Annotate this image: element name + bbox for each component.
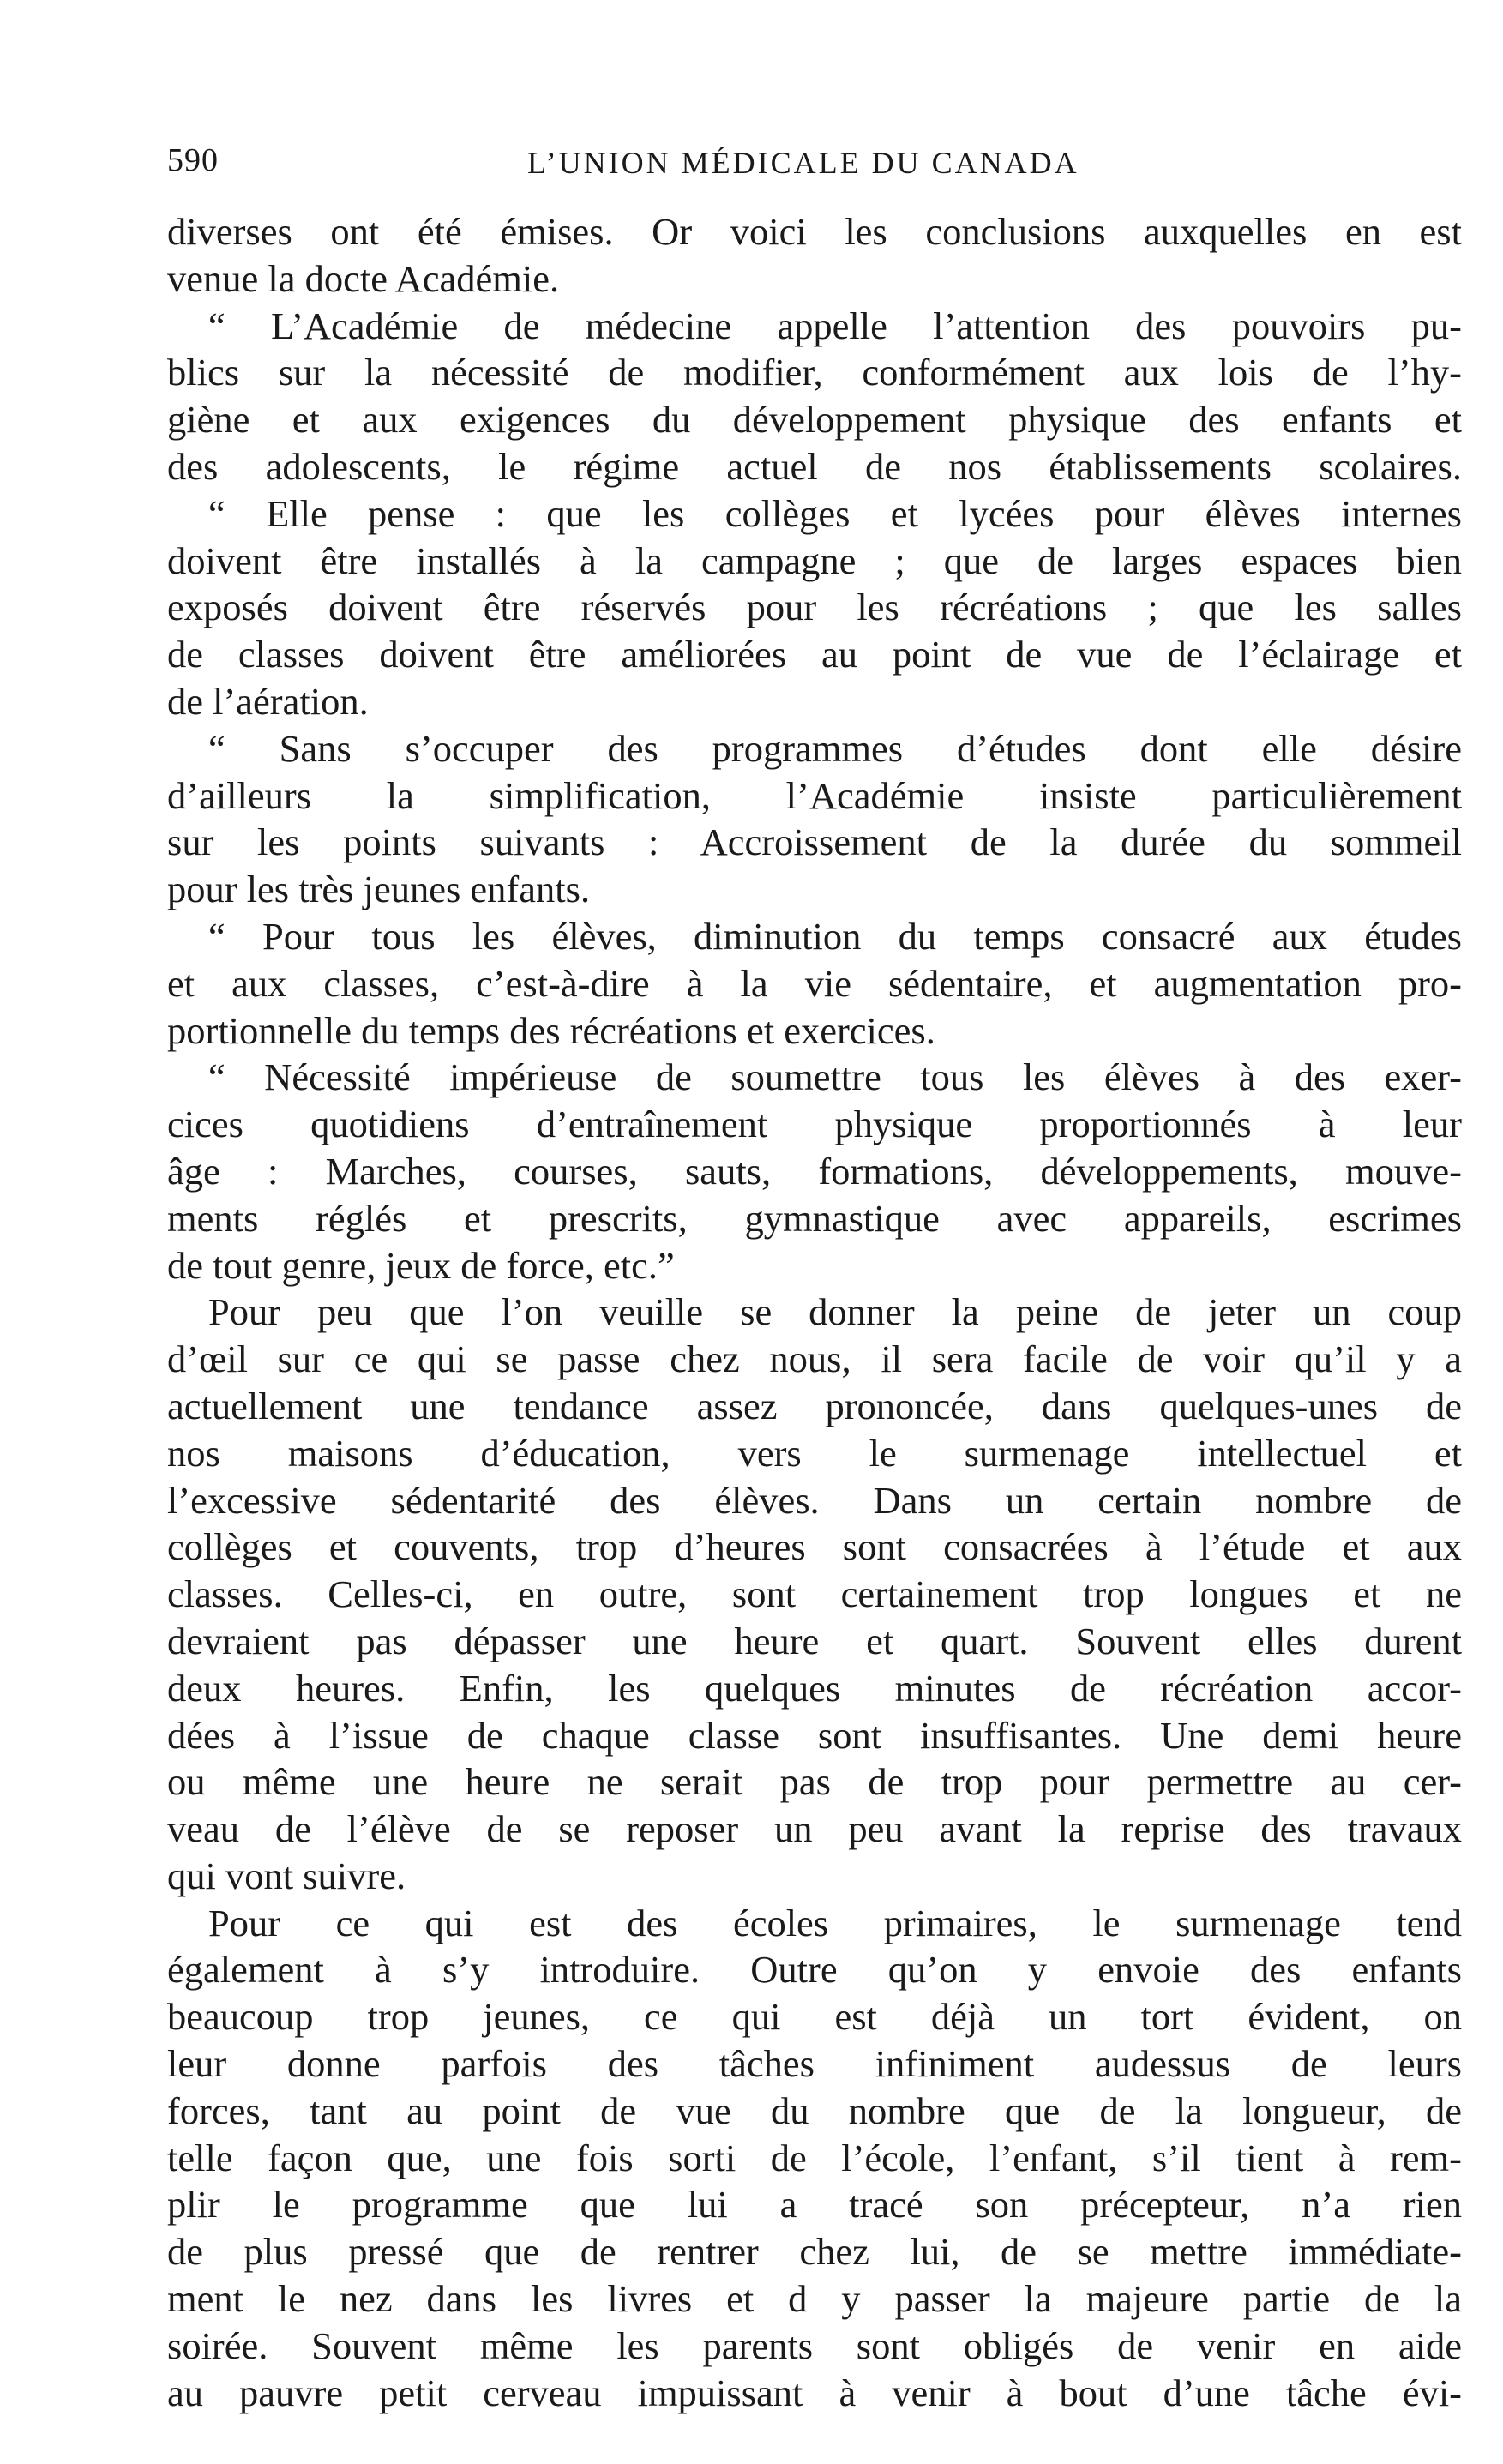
text-line: d’ailleurs la simplification, l’Académie insiste particulièrement [167, 773, 1462, 817]
running-title: L’UNION MÉDICALE DU CANADA [527, 146, 1079, 180]
text-line: cices quotidiens d’entraînement physique proportionnés à leur [167, 1103, 1462, 1146]
text-line: blics sur la nécessité de modifier, conformément aux lois de l’hy- [167, 351, 1462, 394]
text-line: l’excessive sédentarité des élèves. Dans un certain nombre de [167, 1478, 1462, 1522]
text-line: forces, tant au point de vue du nombre que de la longueur, de [167, 2088, 1462, 2132]
text-line: ou même une heure ne serait pas de trop pour permettre au cer- [167, 1760, 1462, 1804]
text-line: soirée. Souvent même les parents sont obligés de venir en aide [167, 2323, 1462, 2367]
document-page [167, 141, 1462, 2416]
text-line: giène et aux exigences du développement physique des enfants et [167, 398, 1462, 442]
text-line: également à s’y introduire. Outre qu’on y envoie des enfants [167, 1948, 1462, 1992]
text-line: devraient pas dépasser une heure et quart. Souvent elles durent [167, 1619, 1462, 1662]
page-number: 590 [167, 142, 219, 178]
text-line: “ Pour tous les élèves, diminution du temps consacré aux études [208, 914, 1462, 958]
text-line: de l’aération. [167, 679, 369, 723]
text-line: classes. Celles-ci, en outre, sont certainement trop longues et ne [167, 1572, 1462, 1616]
body-text [167, 208, 1462, 2416]
text-line: pour les très jeunes enfants. [167, 868, 591, 911]
text-line: collèges et couvents, trop d’heures sont consacrées à l’étude et aux [167, 1525, 1462, 1569]
text-line: leur donne parfois des tâches infiniment audessus de leurs [167, 2042, 1462, 2086]
text-line: portionnelle du temps des récréations et exercices. [167, 1008, 935, 1052]
text-line: actuellement une tendance assez prononcée, dans quelques-unes de [167, 1384, 1462, 1427]
text-line: de plus pressé que de rentrer chez lui, de se mettre immédiate- [167, 2230, 1462, 2274]
text-line: nos maisons d’éducation, vers le surmenage intellectuel et [167, 1431, 1462, 1475]
text-line: âge : Marches, courses, sauts, formations, développements, mouve- [167, 1149, 1462, 1193]
text-line: venue la docte Académie. [167, 256, 560, 300]
text-line: plir le programme que lui a tracé son précepteur, n’a rien [167, 2183, 1462, 2227]
text-line: ments réglés et prescrits, gymnastique avec appareils, escrimes [167, 1196, 1462, 1240]
text-line: “ L’Académie de médecine appelle l’attention des pouvoirs pu- [208, 303, 1462, 347]
text-line: Pour peu que l’on veuille se donner la peine de jeter un coup [208, 1290, 1462, 1334]
text-line: doivent être installés à la campagne ; que de larges espaces bien [167, 538, 1462, 582]
text-line: de tout genre, jeux de force, etc.” [167, 1243, 675, 1287]
text-line: “ Sans s’occuper des programmes d’études dont elle désire [208, 726, 1462, 770]
text-line: “ Elle pense : que les collèges et lycées pour élèves internes [208, 491, 1462, 535]
text-line: diverses ont été émises. Or voici les conclusions auxquelles en est [167, 210, 1462, 253]
text-line: de classes doivent être améliorées au point de vue de l’éclairage et [167, 633, 1462, 676]
text-line: beaucoup trop jeunes, ce qui est déjà un tort évident, on [167, 1995, 1462, 2039]
text-line: et aux classes, c’est-à-dire à la vie sédentaire, et augmentation pro- [167, 961, 1462, 1005]
text-line: d’œil sur ce qui se passe chez nous, il sera facile de voir qu’il y a [167, 1337, 1462, 1381]
text-line: au pauvre petit cerveau impuissant à venir à bout d’une tâche évi- [167, 2371, 1462, 2414]
text-line: veau de l’élève de se reposer un peu avant la reprise des travaux [167, 1807, 1462, 1851]
text-line: des adolescents, le régime actuel de nos établissements scolaires. [167, 444, 1462, 488]
text-line: telle façon que, une fois sorti de l’école, l’enfant, s’il tient à rem- [167, 2136, 1462, 2179]
text-line: “ Nécessité impérieuse de soumettre tous les élèves à des exer- [208, 1055, 1462, 1099]
text-line: ment le nez dans les livres et d y passer la majeure partie de la [167, 2277, 1462, 2321]
text-line: deux heures. Enfin, les quelques minutes de récréation accor- [167, 1666, 1462, 1710]
text-line: Pour ce qui est des écoles primaires, le surmenage tend [208, 1901, 1462, 1944]
page-header [167, 141, 1462, 201]
text-line: sur les points suivants : Accroissement de la durée du sommeil [167, 820, 1462, 864]
text-line: dées à l’issue de chaque classe sont insuffisantes. Une demi heure [167, 1713, 1462, 1757]
text-line: exposés doivent être réservés pour les récréations ; que les salles [167, 586, 1462, 629]
text-line: qui vont suivre. [167, 1854, 406, 1897]
